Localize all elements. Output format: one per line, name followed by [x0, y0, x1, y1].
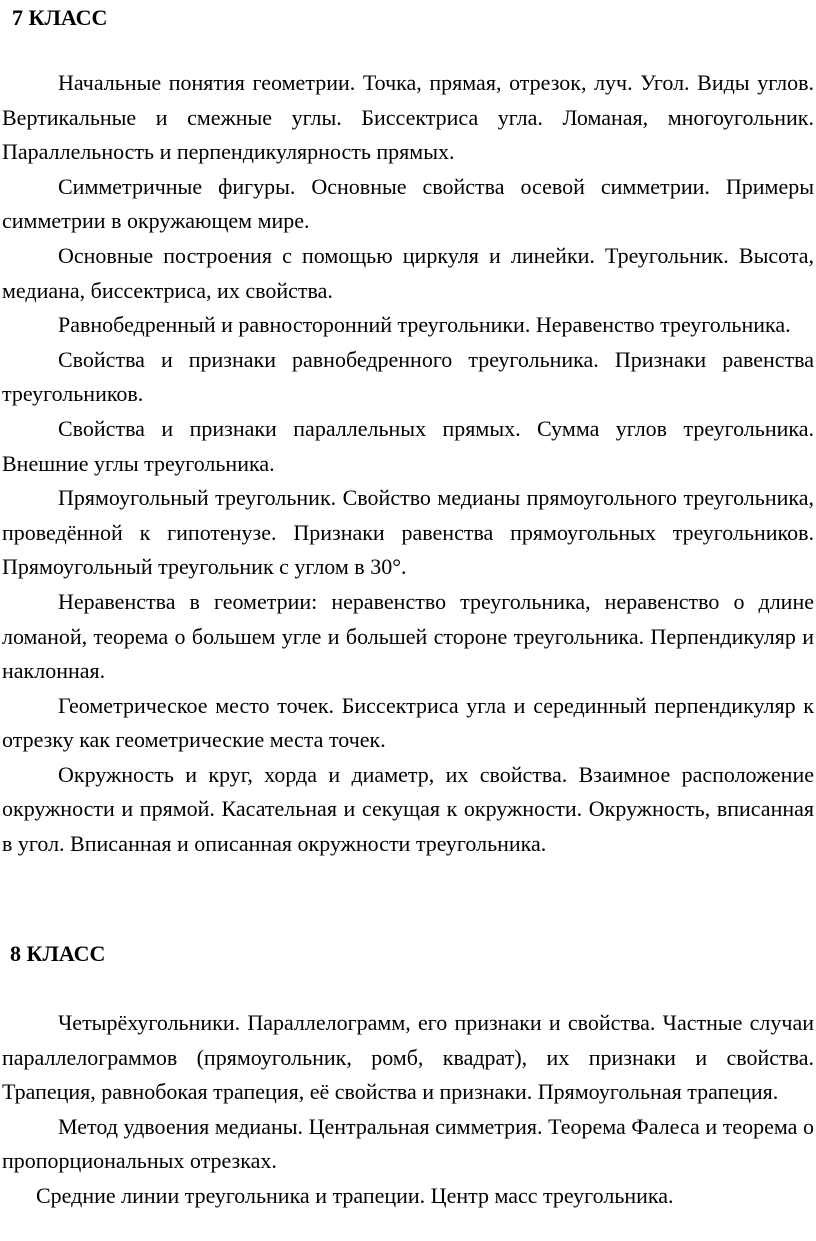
grade-8-paragraph-2: Метод удвоения медианы. Центральная симметрия. Теорема Фалеса и теорема о пропорциональных отрезках. — [2, 1113, 814, 1174]
grade-7-paragraph-10: Окружность и круг, хорда и диаметр, их свойства. Взаимное расположение окружности и прямой. Касательная и секущая к окружности. Окружность, вписанная в угол. Вписанная и описанная окружности треугольника. — [2, 761, 814, 857]
grade-7-paragraph-2: Симметричные фигуры. Основные свойства осевой симметрии. Примеры симметрии в окружающем мире. — [2, 173, 814, 234]
grade-7-heading: 7 КЛАСС — [12, 5, 108, 30]
grade-7-paragraph-5: Свойства и признаки равнобедренного треугольника. Признаки равенства треугольников. — [2, 346, 814, 407]
grade-7-paragraph-9: Геометрическое место точек. Биссектриса угла и серединный перпендикуляр к отрезку как геометрические места точек. — [2, 692, 814, 753]
grade-8-heading: 8 КЛАСС — [10, 941, 106, 966]
grade-7-paragraph-3: Основные построения с помощью циркуля и линейки. Треугольник. Высота, медиана, биссектриса, их свойства. — [2, 242, 814, 303]
grade-7-paragraph-7: Прямоугольный треугольник. Свойство медианы прямоугольного треугольника, проведённой к гипотенузе. Признаки равенства прямоугольных треугольников. Прямоугольный треугольник с углом в 30°. — [2, 485, 814, 580]
grade-7-paragraph-1: Начальные понятия геометрии. Точка, прямая, отрезок, луч. Угол. Виды углов. Вертикальные и смежные углы. Биссектриса угла. Ломаная, многоугольник. Параллельность и перпендикулярность прямых. — [2, 70, 814, 165]
grade-7-section — [2, 66, 814, 862]
grade-8-paragraph-1: Четырёхугольники. Параллелограмм, его признаки и свойства. Частные случаи параллелограммов (прямоугольник, ромб, квадрат), их признаки и свойства. Трапеция, равнобокая трапеция, её свойства и признаки. Прямоугольная трапеция. — [2, 1010, 814, 1105]
grade-8-paragraph-3: Средние линии треугольника и трапеции. Центр масс треугольника. — [36, 1182, 674, 1208]
grade-8-section — [2, 1006, 814, 1214]
grade-7-paragraph-4: Равнобедренный и равносторонний треугольники. Неравенство треугольника. — [58, 312, 791, 338]
grade-7-paragraph-6: Свойства и признаки параллельных прямых. Сумма углов треугольника. Внешние углы треугольника. — [2, 415, 814, 476]
grade-7-paragraph-8: Неравенства в геометрии: неравенство треугольника, неравенство о длине ломаной, теорема о большем угле и большей стороне треугольника. Перпендикуляр и наклонная. — [2, 588, 814, 684]
